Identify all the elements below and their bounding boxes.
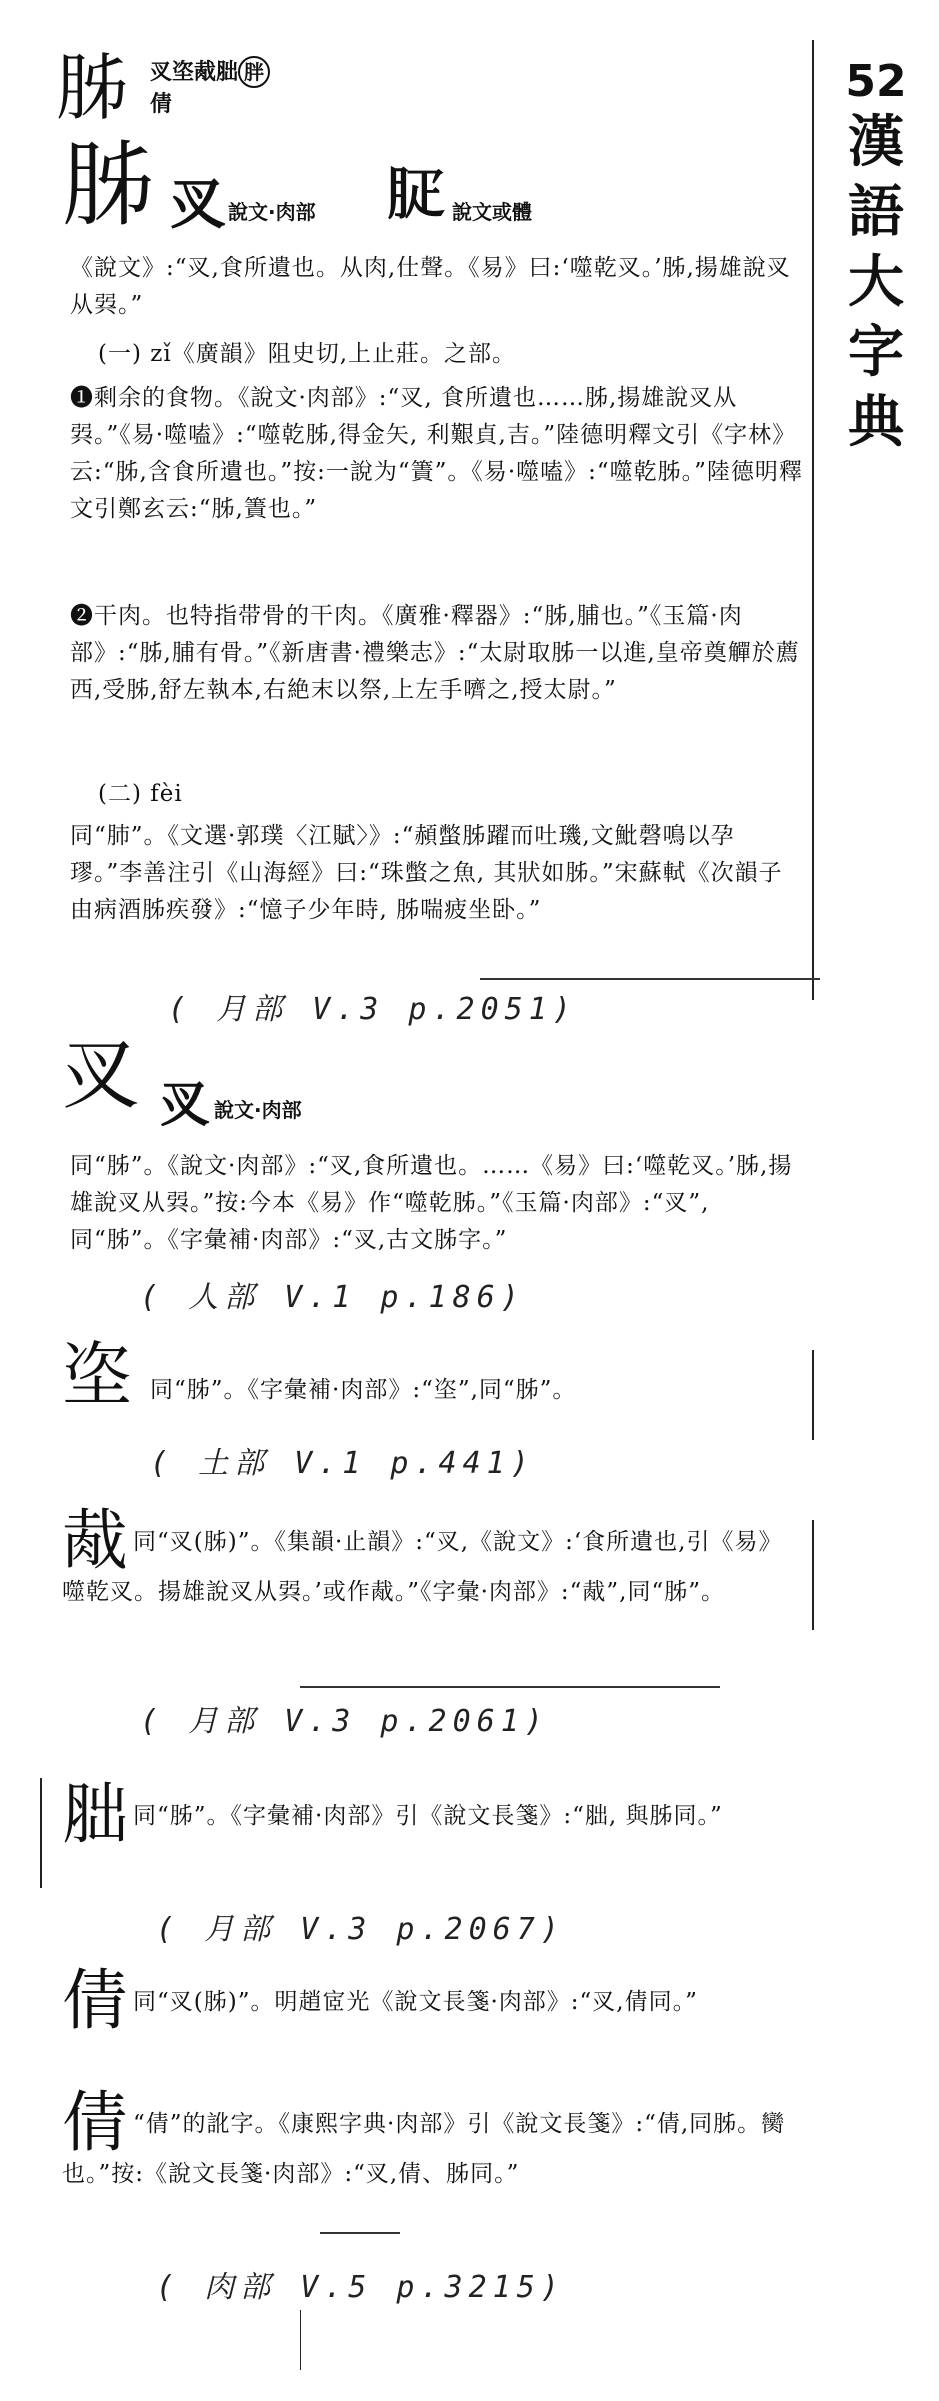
entry-definition-block [62, 1962, 802, 2039]
entry-definition: 同“胏”。《說文·肉部》:“㕚,食所遺也。……《易》曰:‘噬乾㕚。’胏,揚雄說㕚从㢲。”按:今本《易》作“噬乾胏。”《玉篇·肉部》:“㕚”,同“胏”。《字彙補·肉部》:“㕚,古文胏字。” [70, 1153, 793, 1253]
entry-definition-block [62, 2084, 802, 2193]
circled-variant: 胖 [238, 56, 270, 88]
divider [320, 2232, 400, 2234]
entry-head: 㕚 [62, 1030, 141, 1120]
vertical-rule [812, 1520, 814, 1630]
variant-forms [150, 56, 270, 120]
entry-head: 胾 [62, 1502, 129, 1579]
title-chars [841, 107, 911, 457]
handwritten-note: ( 月部 V.3 p.2067) [156, 1912, 565, 1947]
variants-line2: 倩 [150, 91, 173, 117]
vertical-rule [812, 1350, 814, 1440]
entry-definition-block [62, 1502, 802, 1611]
handwritten-note: ( 土部 V.1 p.441) [150, 1446, 535, 1481]
entry-definition-block [62, 1776, 802, 1853]
reading-two: (二) fèi [98, 781, 183, 807]
divider [480, 978, 820, 980]
title-char: 字 [848, 319, 904, 385]
dictionary-title [841, 56, 911, 457]
seal-script-glyph: 㕚 [160, 1074, 210, 1133]
entry-head: 倩 [62, 2084, 129, 2161]
seal-variant-glyph: 𦙬 [388, 162, 444, 228]
vertical-rule-left [40, 1778, 42, 1888]
handwritten-note: ( 月部 V.3 p.2061) [140, 1704, 549, 1739]
title-char: 大 [848, 249, 904, 315]
entry-head: 垐 [62, 1334, 132, 1416]
entry-definition: 同“胏”。《字彙補·肉部》引《說文長箋》:“胐, 與胏同。” [133, 1803, 723, 1829]
entry-head-large: 胏 [62, 132, 155, 239]
handwritten-note: ( 月部 V.3 p.2051) [168, 992, 577, 1027]
entry-head: 胐 [62, 1776, 129, 1853]
entry-definition: 同“㕚(胏)”。明趙宧光《說文長箋·肉部》:“㕚,倩同。” [133, 1989, 698, 2015]
reading-one: (一) zǐ《廣韻》阻史切,上止莊。之部。 [98, 341, 517, 367]
pen-stroke [300, 2310, 301, 2370]
handwritten-note: ( 人部 V.1 p.186) [140, 1280, 525, 1315]
seal-label-variant: 說文或體 [452, 200, 532, 224]
title-char: 典 [848, 389, 904, 455]
sense-three: 同“肺”。《文選·郭璞〈江賦〉》:“頳蟞胏躍而吐璣,文魮磬鳴以孕璆。”李善注引《山海經》曰:“珠蟞之魚, 其狀如胏。”宋蘇軾《次韻子由病酒胏疾發》:“憶子少年時, 胏喘疲坐卧。” [70, 823, 783, 923]
title-char: 漢 [848, 109, 904, 175]
seal-label: 說文·肉部 [214, 1098, 302, 1122]
sense-one: ❶剩余的食物。《說文·肉部》:“㕚, 食所遺也……胏,揚雄說㕚从㢲。”《易·噬嗑》:“噬乾胏,得金矢, 利艱貞,吉。”陸德明釋文引《字林》云:“胏,含食所遺也。”按:一說为“簀”。《易·噬嗑》:“噬乾胏。”陸德明釋文引鄭玄云:“胏,簀也。” [70, 385, 803, 522]
shuowen-quote: 《說文》:“㕚,食所遺也。从肉,仕聲。《易》曰:‘噬乾㕚。’胏,揚雄說㕚从㢲。” [70, 255, 791, 318]
entry-definition: 同“胏”。《字彙補·肉部》:“垐”,同“胏”。 [150, 1377, 577, 1403]
entry-head-top: 胏 [56, 46, 129, 130]
variants-line1: 㕚垐胾胐 [150, 59, 239, 85]
title-char: 語 [848, 179, 904, 245]
seal-script-glyph: 㕚 [170, 171, 226, 237]
volume-number: 52 [845, 56, 907, 107]
entry-definition: “倩”的訛字。《康熙字典·肉部》引《說文長箋》:“倩,同胏。臠也。”按:《說文長箋·肉部》:“㕚,倩、胏同。” [62, 2111, 786, 2187]
entry-head: 倩 [62, 1962, 129, 2039]
sense-two: ❷干肉。也特指带骨的干肉。《廣雅·釋器》:“胏,脯也。”《玉篇·肉部》:“胏,脯有骨。”《新唐書·禮樂志》:“太尉取胏一以進,皇帝奠觶於薦西,受胏,舒左執本,右絶末以祭,上左手嚌之,授太尉。” [70, 603, 800, 703]
divider [300, 1686, 720, 1688]
handwritten-note: ( 肉部 V.5 p.3215) [156, 2270, 565, 2305]
seal-label: 說文·肉部 [228, 200, 316, 224]
entry-definition: 同“㕚(胏)”。《集韻·止韻》:“㕚,《說文》:‘食所遺也,引《易》噬乾㕚。揚雄說㕚从㢲。’或作胾。”《字彙·肉部》:“胾”,同“胏”。 [62, 1529, 783, 1605]
vertical-rule [812, 40, 814, 1000]
